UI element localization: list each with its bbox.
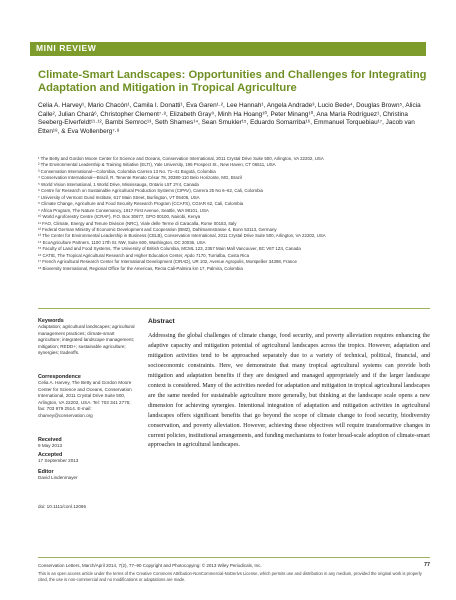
affiliation: ⁷ University of Vermont Gund Institute, 617 Main Street, Burlington, VT 05405, USA	[38, 194, 200, 200]
received-heading: Received	[38, 437, 62, 443]
affiliation: ¹⁰ World Agroforestry Centre (ICRAF), P.O. Box 30677, GPO 00100, Nairobi, Kenya	[38, 214, 201, 220]
affiliation: ⁸ Climate Change, Agriculture and Food Security Research Program (CCAFS), CGIAR 62, Cali, Colombia	[38, 201, 244, 207]
accepted-heading: Accepted	[38, 452, 63, 458]
correspondence-block	[38, 374, 136, 420]
accepted-block	[38, 452, 136, 465]
footer-citation: Conservation Letters, March/April 2014, 7(2), 77–90 Copyright and Photocopying: © 2013 Wiley Periodicals, Inc.	[38, 563, 262, 568]
affiliation: ⁹ Africa Program, The Nature Conservancy, 1917 First Avenue, Seattle, WA 98101, USA	[38, 207, 209, 213]
received-block	[38, 437, 136, 450]
affiliation: ¹ The Betty and Gordon Moore Center for Science and Oceans, Conservation International, 2011 Crystal Drive Suite 500, Arlington, VA 22202, USA	[38, 156, 324, 161]
author-list: Celia A. Harvey¹, Mario Chacón¹, Camila I. Donatti¹, Eva Garen¹·², Lee Hannah¹, Angela Andrade³, Lucio Bede⁴, Douglas Brown⁵, Alicia Calle², Julian Chará⁶, Christopher Clement⁷·⁸, Elizabeth Gray⁹, Minh Ha Hoang¹⁰, Peter Minang¹⁰, Ana María Rodríguez¹, Christina Seeberg-Elverfeldt¹¹·¹², Bambi Semroc¹³, Seth Shames¹⁴, Sean Smukler¹⁵, Eduardo Somarriba¹⁶, Emmanuel Torquebiau¹⁷, Jacob van Etten¹⁸, & Eva Wollenberg⁷·⁸	[38, 102, 421, 135]
affiliation: ¹⁵ Faculty of Land and Food Systems, The University of British Columbia, MCML 123, 2357 Main Mall Vancouver, BC V6T 1Z4, Canada	[38, 246, 301, 252]
affiliation: ¹⁴ EcoAgriculture Partners, 1100 17th St. NW, Suite 600, Washington, DC 20036, USA	[38, 239, 206, 245]
section-divider	[38, 308, 430, 309]
accepted-date: 17 September 2013	[38, 458, 79, 463]
section-banner	[30, 42, 426, 56]
keywords-text: Adaptation; agricultural landscapes; agricultural management practices; climate-smart agriculture; integrated landscape management; mitigation; REDD+; sustainable agriculture; synergies; tradeoffs.	[38, 324, 135, 356]
article-title: Climate-Smart Landscapes: Opportunities and Challenges for Integrating Adaptation and Mitigation in Tropical Agriculture	[38, 69, 427, 94]
affiliations-list	[38, 156, 430, 272]
abstract-text: Addressing the global challenges of climate change, food security, and poverty alleviation requires enhancing the adaptive capacity and mitigation potential of agricultural landscapes across the tropics. However, adaptation and mitigation activities tend to be approached separately due to a variety of technical, political, financial, and socioeconomic constraints. Here, we demonstrate that many tropical agricultural systems can provide both mitigation and adaptation benefits if they are designed and managed appropriately and if the larger landscape context is considered. Many of the activities needed for adaptation and mitigation in tropical agricultural landscapes are the same needed for sustainable agriculture more generally, but thinking at the landscape scale opens a new dimension for achieving synergies. Intentional integration of adaptation and mitigation activities in agricultural landscapes offers significant benefits that go beyond the scope of climate change to food security, biodiversity conservation, and poverty alleviation. However, achieving these objectives will require transformative changes in current policies, institutional arrangements, and funding mechanisms to foster broad-scale adoption of climate-smart approaches in agricultural landscapes.	[148, 333, 430, 449]
affiliation: ⁵ World Vision International, 1 World Drive, Mississauga, Ontario L5T 2Y4, Canada	[38, 181, 199, 187]
affiliation: ⁴ Conservation International—Brazil, R. Tenente Renato César 78, 30380-110 Belo Horizonte, MG, Brazil	[38, 175, 242, 181]
doi-block	[38, 504, 136, 511]
page-number: 77	[424, 562, 430, 568]
keywords-heading: Keywords	[38, 318, 64, 324]
editor-heading: Editor	[38, 469, 54, 475]
section-label: MINI REVIEW	[36, 43, 97, 53]
affiliation: ¹² Federal German Ministry of Economic Development and Cooperation (BMZ), Dahlmannstrasse 4, Bonn 53113, Germany	[38, 226, 277, 232]
affiliation: ¹⁷ French Agricultural Research Center for International Development (CIRAD), UR 102, Avenue Agropolis, Montpellier 34398, France	[38, 259, 297, 265]
affiliation: ¹⁶ CATIE, The Tropical Agricultural Research and Higher Education Center, Apdo 7170, Turrialba, Costa Rica	[38, 252, 250, 258]
correspondence-heading: Correspondence	[38, 374, 81, 380]
received-date: 9 May 2013	[38, 443, 63, 448]
keywords-block	[38, 318, 136, 357]
affiliation: ² The Environmental Leadership & Training Initiative (ELTI), Yale University, 195 Prospect St., New Haven, CT 06511, USA	[38, 162, 276, 168]
editor-name: David Lindenmayer	[38, 475, 78, 480]
editor-block	[38, 469, 136, 482]
correspondence-text: Celia A. Harvey, The Betty and Gordon Moore Center for Science and Oceans, Conservation International, 2011 Crystal Drive Suite 500, Arlington, VA 22202, USA. Tel: 703 341 2775; fax: 703 979 2514. E-mail: charvey@conservation.org	[38, 380, 132, 418]
affiliation: ³ Conservation International—Colombia, Colombia Carrera 13 No. 71–41 Bogotá, Colombia	[38, 168, 216, 174]
doi-link[interactable]: doi: 10.1111/conl.12066	[38, 504, 87, 509]
page-footer	[38, 563, 430, 583]
abstract-heading: Abstract	[148, 318, 175, 325]
affiliation: ¹¹ FAO, Climate, Energy and Tenure Division (NRC), Viale delle Terme di Caracalla, Rome 00153, Italy	[38, 220, 237, 226]
affiliation: ¹³ The Center for Environmental Leadership in Business (CELB), Conservation International, 2011 Crystal Drive Suite 500, Arlington, VA 22202, USA	[38, 233, 326, 239]
footer-divider	[38, 557, 430, 558]
affiliation: ⁶ Centre for Research on Sustainable Agricultural Production Systems (CIPAV), Carrera 25 No 6–62, Cali, Colombia	[38, 188, 263, 194]
license-text: This is an open access article under the terms of the Creative Commons Attribution-NonCommercial-NoDerivs License, which permits use and distribution in any medium, provided the original work is properly cited, the use is non-commercial and no modifications or adaptations are made.	[38, 571, 422, 582]
affiliation: ¹⁸ Bioversity International, Regional Office for the Americas, Recta Cali-Palmira km 17, Palmira, Colombia	[38, 265, 243, 271]
